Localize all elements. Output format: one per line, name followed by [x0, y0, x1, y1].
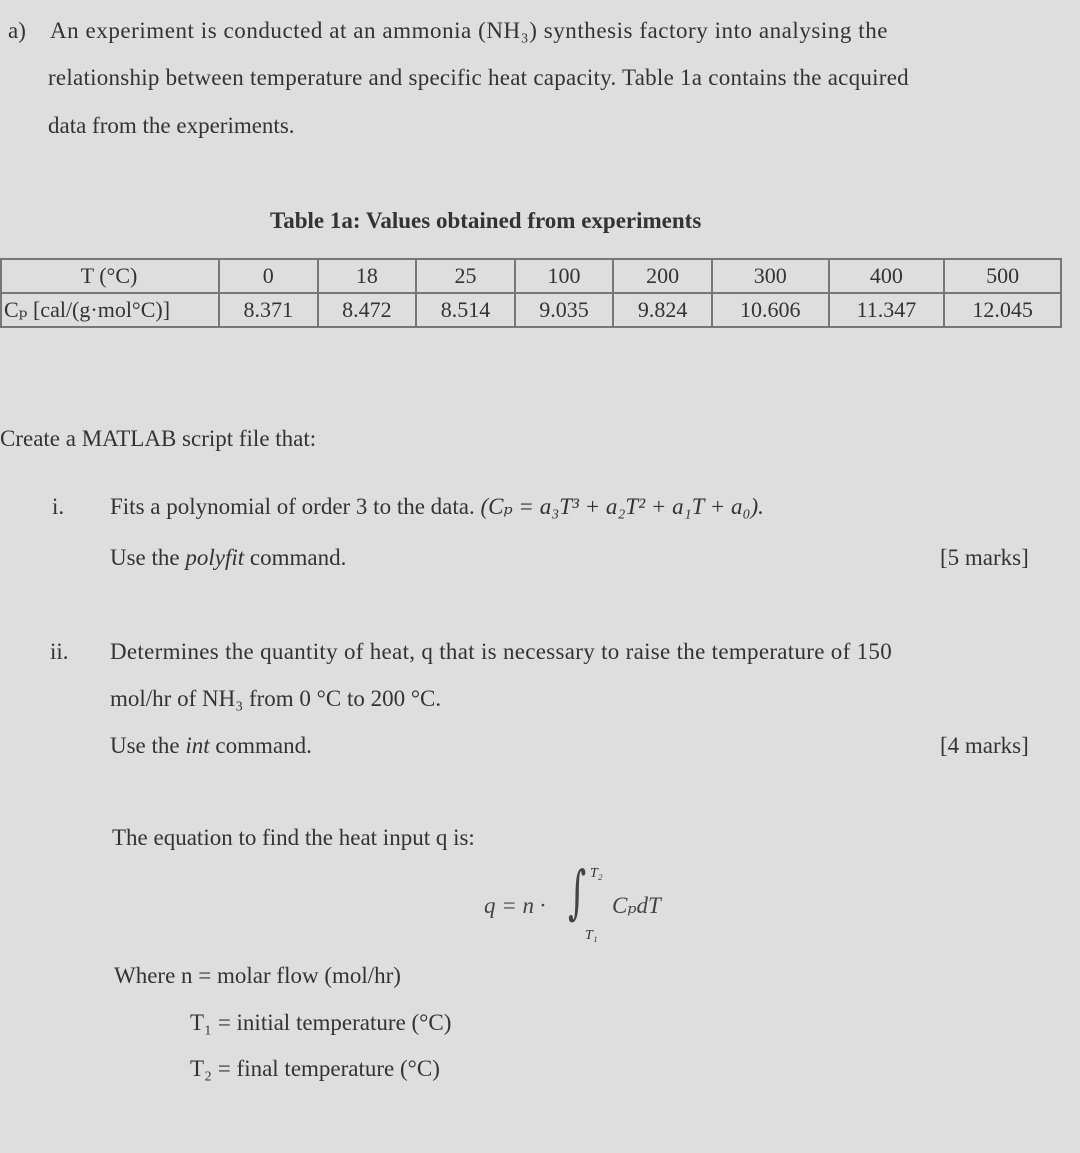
item-ii-line-1: Determines the quantity of heat, q that is necessary to raise the temperature of 150: [110, 639, 893, 664]
table-cell: 10.606: [712, 293, 829, 327]
table-cell: 8.514: [416, 293, 515, 327]
item-i-text: [110, 494, 764, 520]
table-cell: 12.045: [944, 293, 1061, 327]
upper-limit: T₂: [590, 866, 603, 881]
table-cell: 200: [613, 259, 712, 293]
table-row-temperature: [1, 259, 1061, 293]
item-i-marks: [5 marks]: [940, 545, 1029, 570]
data-table: [0, 258, 1062, 328]
definition-t1: T₁ = initial temperature (°C): [190, 1010, 452, 1035]
task-intro: Create a MATLAB script file that:: [0, 426, 317, 451]
table-cell: 18: [318, 259, 417, 293]
item-ii-marks: [4 marks]: [940, 733, 1029, 758]
integrand: CₚdT: [612, 893, 661, 918]
item-i-numeral: i.: [52, 494, 65, 519]
table-cell: 100: [515, 259, 614, 293]
item-ii-use-line: [110, 733, 312, 759]
table-cell: 25: [416, 259, 515, 293]
table-row-heat-capacity: [1, 293, 1061, 327]
table-cell: 500: [944, 259, 1061, 293]
row-header-temperature: T (°C): [1, 259, 219, 293]
item-ii-line-2: mol/hr of NH₃ from 0 °C to 200 °C.: [110, 686, 442, 711]
table-cell: 8.371: [219, 293, 318, 327]
intro-line-2: relationship between temperature and specific heat capacity. Table 1a contains the acquired: [48, 65, 909, 90]
intro-line-3: data from the experiments.: [48, 113, 295, 138]
int-command: int: [185, 733, 210, 758]
table-cell: 8.472: [318, 293, 417, 327]
table-cell: 300: [712, 259, 829, 293]
item-i-description: Fits a polynomial of order 3 to the data.: [110, 494, 475, 519]
table-caption: Table 1a: Values obtained from experiments: [270, 208, 702, 233]
cubic-polynomial-formula: (Cₚ = a₃T³ + a₂T² + a₁T + a₀).: [480, 494, 764, 519]
question-label: a): [8, 18, 26, 43]
equation-lhs: q = n ·: [484, 893, 546, 918]
table-cell: 0: [219, 259, 318, 293]
table-cell: 400: [829, 259, 944, 293]
use-suffix: command.: [215, 733, 312, 758]
use-suffix: command.: [249, 545, 347, 570]
use-prefix: Use the: [110, 733, 180, 758]
equation-intro: The equation to find the heat input q is:: [112, 825, 475, 850]
table-cell: 9.035: [515, 293, 614, 327]
table-cell: 11.347: [829, 293, 944, 327]
use-prefix: Use the: [110, 545, 180, 570]
item-i-use-line: [110, 545, 346, 571]
intro-line-1: An experiment is conducted at an ammonia (NH₃) synthesis factory into analysing the: [50, 18, 889, 43]
definition-t2: T₂ = final temperature (°C): [190, 1056, 440, 1081]
table-cell: 9.824: [613, 293, 712, 327]
lower-limit: T₁: [585, 928, 598, 943]
polyfit-command: polyfit: [185, 545, 245, 570]
integral-icon: ∫: [568, 858, 587, 926]
row-header-heat-capacity: Cₚ [cal/(g·mol°C)]: [1, 293, 219, 327]
item-ii-numeral: ii.: [50, 639, 69, 664]
definition-n: Where n = molar flow (mol/hr): [114, 963, 401, 988]
